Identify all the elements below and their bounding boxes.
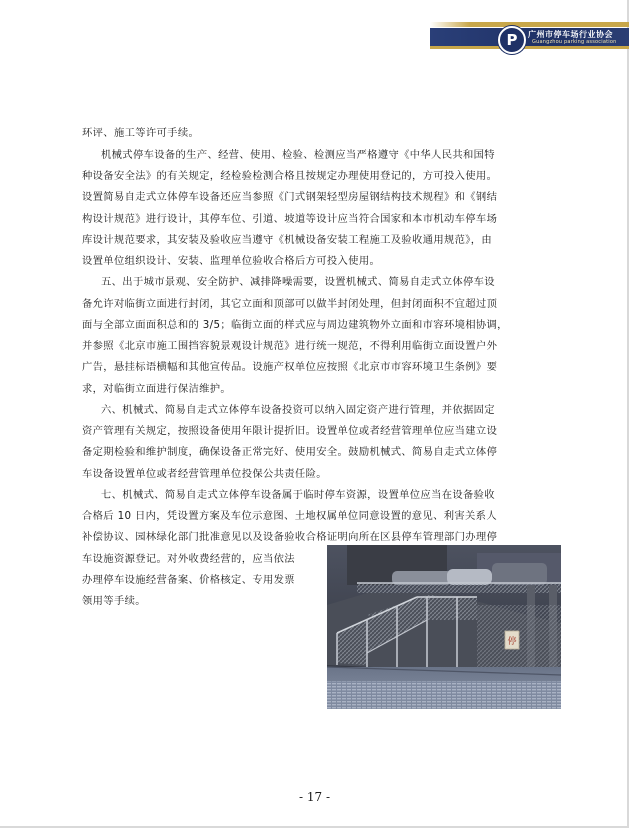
- text-line: 并参照《北京市施工围挡容貌景观设计规范》进行统一规范，不得利用临街立面设置户外: [82, 340, 498, 352]
- parking-structure-illustration: [327, 545, 561, 709]
- parking-logo-icon: P: [498, 26, 526, 54]
- text-line: 备允许对临街立面进行封闭，其它立面和顶部可以做半封闭处理，但封闭面积不宜超过顶: [82, 298, 498, 310]
- text-line: 机械式停车设备的生产、经营、使用、检验、检测应当严格遵守《中华人民共和国特: [101, 149, 495, 161]
- parking-structure-photo: [327, 545, 561, 709]
- text-line: 补偿协议、园林绿化部门批准意见以及设备验收合格证明向所在区县停车管理部门办理停: [82, 531, 498, 543]
- text-line: 五、出于城市景观、安全防护、减排降噪需要，设置机械式、简易自走式立体停车设: [101, 276, 495, 288]
- association-name-cn: 广州市停车场行业协会: [528, 30, 613, 39]
- text-line: 种设备安全法》的有关规定，经检验检测合格且按规定办理使用登记的，方可投入使用。: [82, 170, 498, 182]
- page-number: - 17 -: [298, 790, 330, 804]
- header-banner: [400, 24, 629, 54]
- parking-sign-icon: 停: [507, 637, 517, 647]
- text-line: 资产管理有关规定，按照设备使用年限计提折旧。设置单位或者经营管理单位应当建立设: [82, 425, 498, 437]
- text-line: 求，对临街立面进行保洁维护。: [82, 383, 232, 395]
- text-line: 库设计规范要求，其安装及验收应当遵守《机械设备安装工程施工及验收通用规范》，由: [82, 234, 493, 246]
- association-name-en: Guangzhou parking association: [532, 39, 617, 45]
- text-line: 领用等手续。: [82, 595, 146, 607]
- text-line: 合格后 10 日内，凭设置方案及车位示意图、土地权属单位同意设置的意见、利害关系人: [82, 510, 497, 522]
- text-line: 广告，悬挂标语横幅和其他宣传品。设施产权单位应按照《北京市市容环境卫生条例》要: [82, 361, 498, 373]
- text-line: 设置单位组织设计、安装、监理单位验收合格后方可投入使用。: [82, 255, 381, 267]
- text-line: 备定期检验和维护制度，确保设备正常完好、使用安全。鼓励机械式、简易自走式立体停: [82, 446, 498, 458]
- text-line: 面与全部立面面积总和的 3/5；临街立面的样式应与周边建筑物外立面和市容环境相协调，: [82, 319, 508, 331]
- text-line: 六、机械式、简易自走式立体停车设备投资可以纳入固定资产进行管理，并依据固定: [101, 404, 495, 416]
- text-line: 车设备设置单位或者经营管理单位投保公共责任险。: [82, 468, 327, 480]
- text-line: 构设计规范》进行设计，其停车位、引道、坡道等设计应当符合国家和本市机动车停车场: [82, 213, 498, 225]
- text-line: 七、机械式、简易自走式立体停车设备属于临时停车资源，设置单位应当在设备验收: [101, 489, 495, 501]
- text-line: 车设施资源登记。对外收费经营的，应当依法: [82, 553, 295, 565]
- text-line: 办理停车设施经营备案、价格核定、专用发票: [82, 574, 295, 586]
- text-line: 环评、施工等许可手续。: [82, 127, 200, 139]
- text-line: 设置简易自走式立体停车设备还应当参照《门式钢架轻型房屋钢结构技术规程》和《钢结: [82, 191, 498, 203]
